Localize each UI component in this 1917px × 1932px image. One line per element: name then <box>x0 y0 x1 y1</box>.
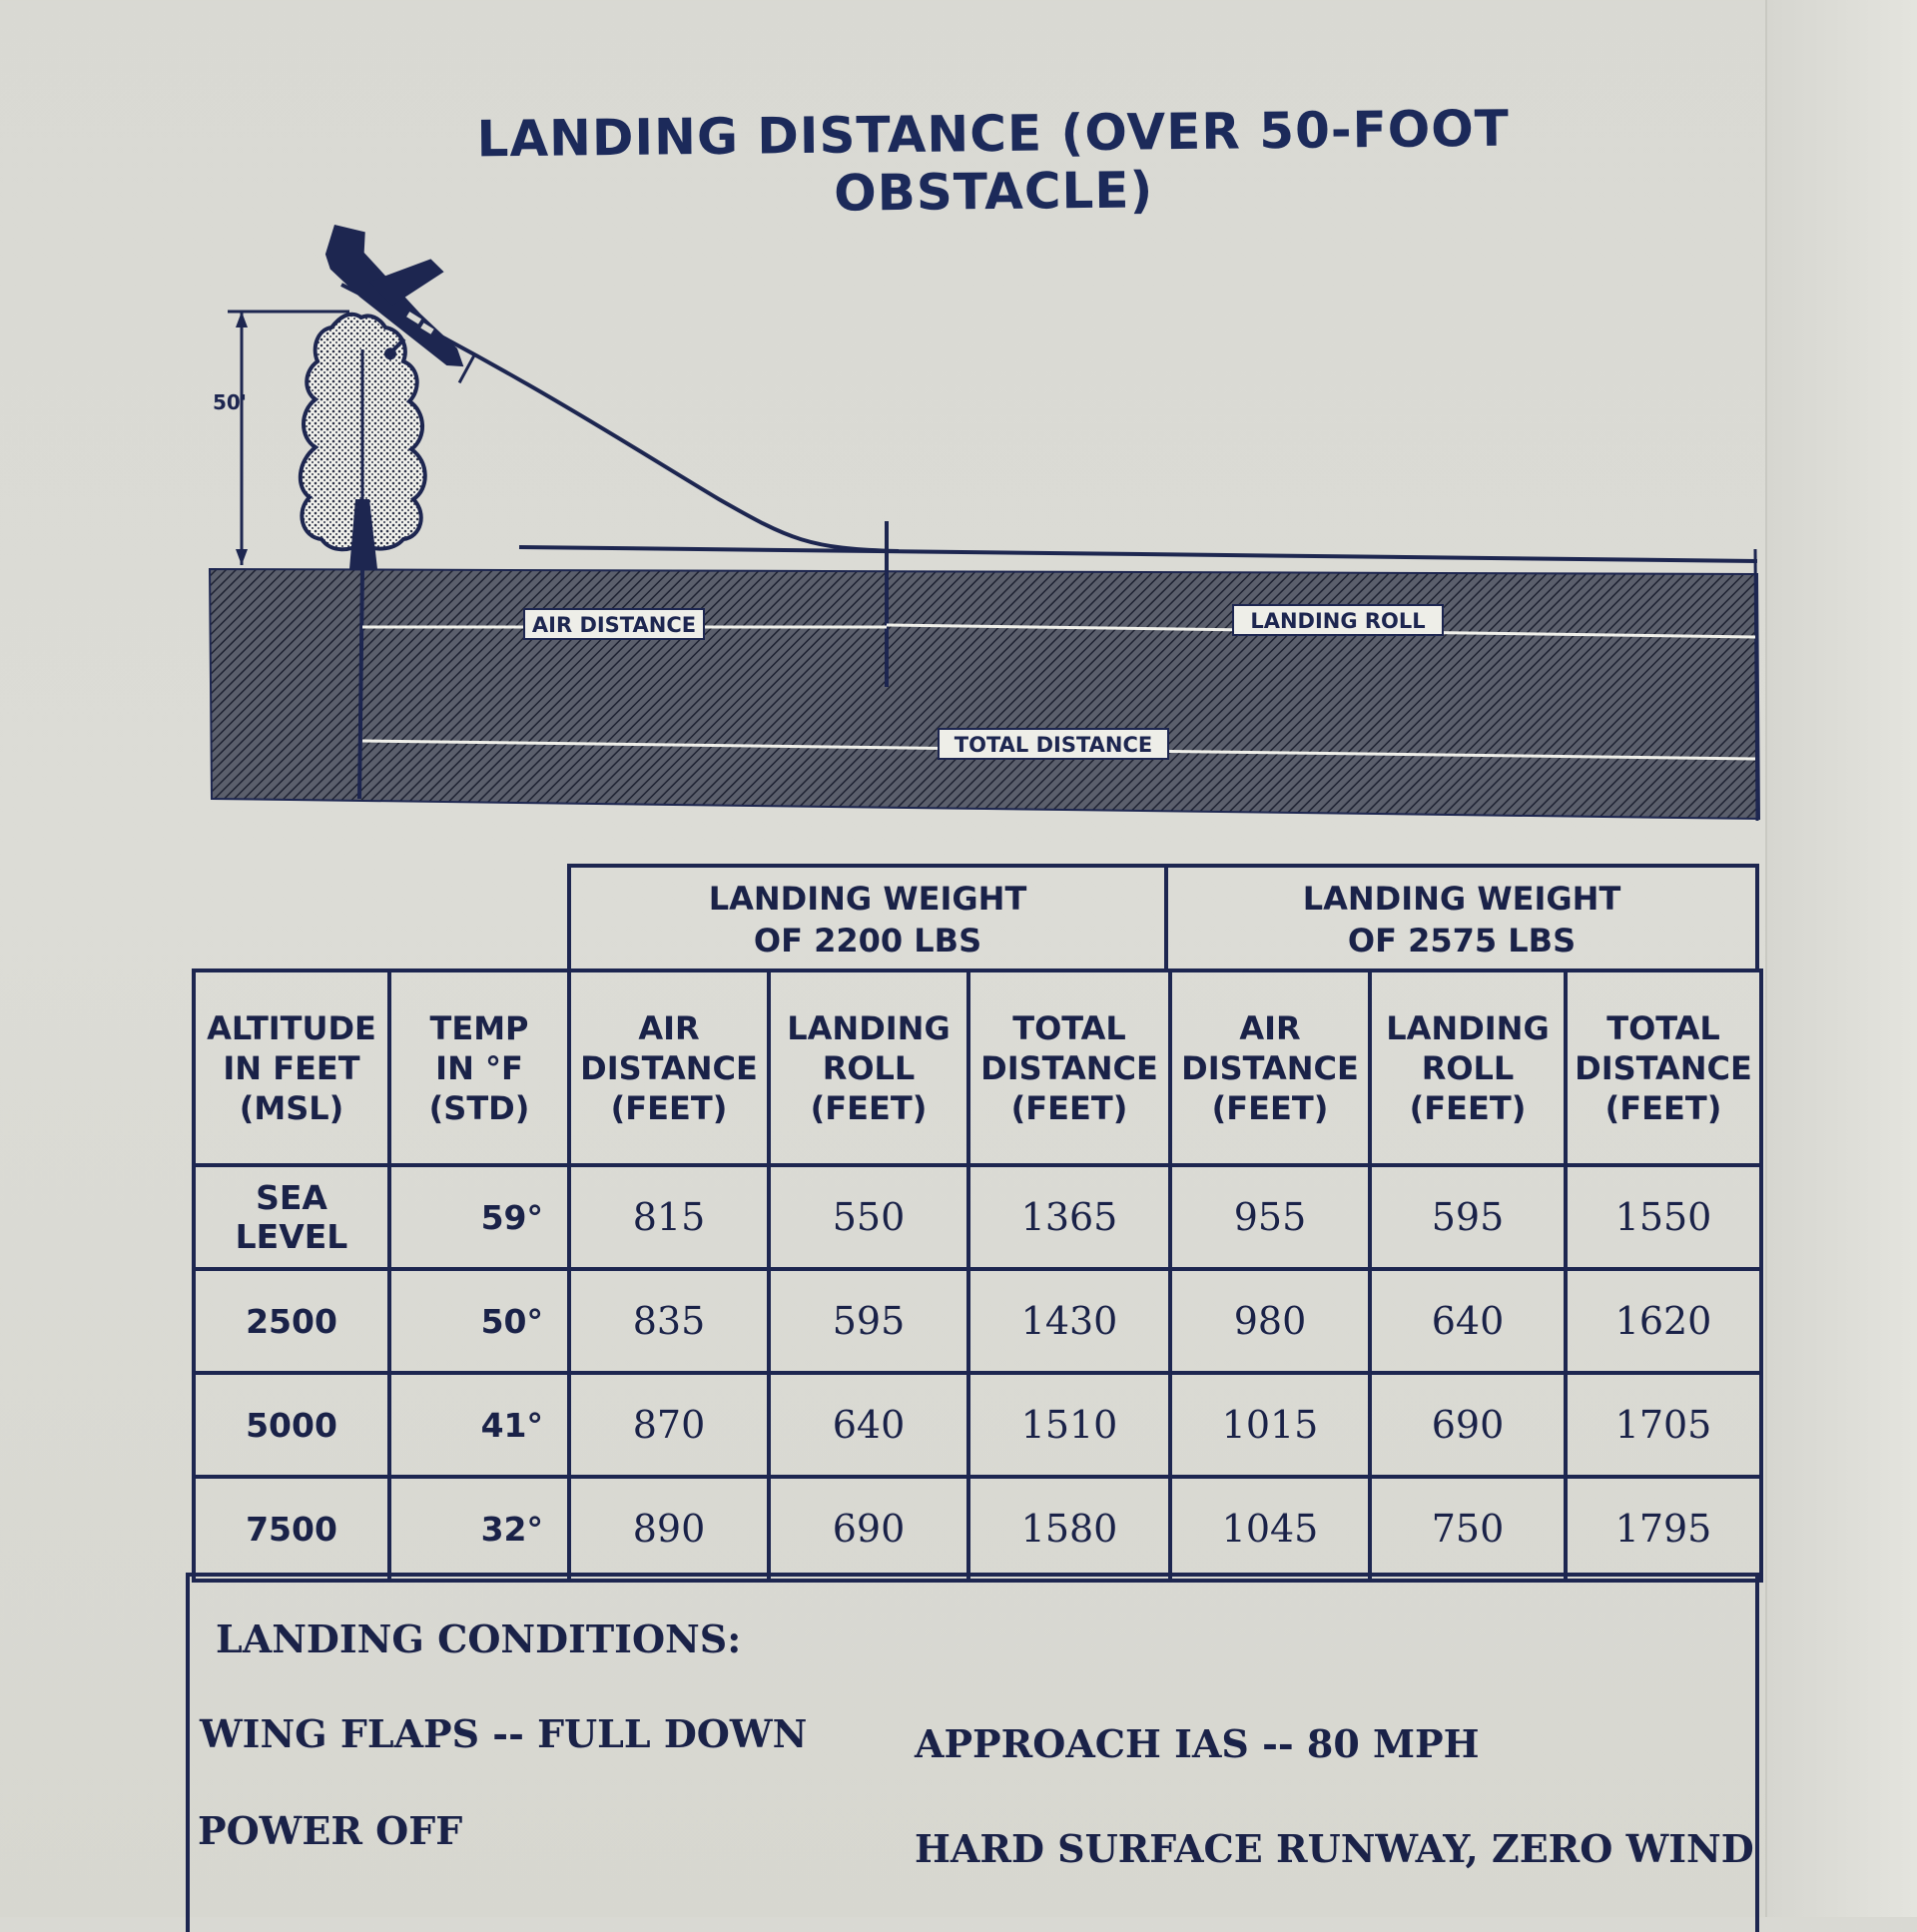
col-landing-roll-2575: LANDING ROLL (FEET) <box>1370 970 1566 1165</box>
landing-conditions <box>186 1573 1759 1932</box>
condition-approach-ias: APPROACH IAS -- 80 MPH <box>915 1721 1480 1766</box>
col-landing-roll-2200: LANDING ROLL (FEET) <box>769 970 968 1165</box>
cell-value: 1365 <box>968 1165 1170 1269</box>
group-header-2575: LANDING WEIGHT OF 2575 LBS <box>1164 864 1759 968</box>
cell-value: 750 <box>1370 1477 1566 1581</box>
cell-value: 890 <box>569 1477 769 1581</box>
cell-temp: 59° <box>389 1165 569 1269</box>
cell-value: 640 <box>769 1373 968 1477</box>
performance-table-section <box>170 864 1777 1917</box>
cell-value: 1015 <box>1170 1373 1370 1477</box>
conditions-heading: LANDING CONDITIONS: <box>216 1616 742 1661</box>
cell-value: 1510 <box>968 1373 1170 1477</box>
cell-value: 835 <box>569 1269 769 1373</box>
page-edge <box>1765 0 1917 1917</box>
cell-value: 1705 <box>1566 1373 1761 1477</box>
runway-surface <box>519 547 1757 561</box>
total-distance-label: TOTAL DISTANCE <box>954 733 1153 757</box>
cell-value: 1620 <box>1566 1269 1761 1373</box>
cell-temp: 50° <box>389 1269 569 1373</box>
cell-value: 1550 <box>1566 1165 1761 1269</box>
cell-value: 640 <box>1370 1269 1566 1373</box>
condition-wing-flaps: WING FLAPS -- FULL DOWN <box>200 1711 808 1756</box>
cell-value: 690 <box>769 1477 968 1581</box>
col-air-distance-2575: AIR DISTANCE (FEET) <box>1170 970 1370 1165</box>
table-row <box>194 1269 1761 1373</box>
table-row <box>194 1373 1761 1477</box>
cell-altitude: 2500 <box>194 1269 389 1373</box>
cell-value: 1795 <box>1566 1477 1761 1581</box>
table-row <box>194 1477 1761 1581</box>
group-header-2200: LANDING WEIGHT OF 2200 LBS <box>567 864 1168 968</box>
cell-value: 690 <box>1370 1373 1566 1477</box>
cell-value: 870 <box>569 1373 769 1477</box>
page-title: LANDING DISTANCE (OVER 50-FOOT OBSTACLE) <box>476 99 1511 223</box>
cell-altitude: 7500 <box>194 1477 389 1581</box>
col-total-distance-2200: TOTAL DISTANCE (FEET) <box>968 970 1170 1165</box>
air-distance-label: AIR DISTANCE <box>531 613 697 637</box>
col-altitude: ALTITUDE IN FEET (MSL) <box>194 970 389 1165</box>
ground <box>210 569 1759 819</box>
landing-diagram <box>200 200 1777 839</box>
cell-temp: 41° <box>389 1373 569 1477</box>
cell-value: 955 <box>1170 1165 1370 1269</box>
table-row <box>194 1165 1761 1269</box>
condition-power: POWER OFF <box>198 1808 463 1853</box>
landing-roll-label: LANDING ROLL <box>1250 609 1426 633</box>
cell-value: 1580 <box>968 1477 1170 1581</box>
cell-altitude: SEA LEVEL <box>194 1165 389 1269</box>
cell-value: 1045 <box>1170 1477 1370 1581</box>
cell-value: 980 <box>1170 1269 1370 1373</box>
col-total-distance-2575: TOTAL DISTANCE (FEET) <box>1566 970 1761 1165</box>
landing-distance-table <box>192 968 1763 1583</box>
cell-altitude: 5000 <box>194 1373 389 1477</box>
cell-value: 550 <box>769 1165 968 1269</box>
tree-obstacle <box>301 315 425 569</box>
col-air-distance-2200: AIR DISTANCE (FEET) <box>569 970 769 1165</box>
condition-runway: HARD SURFACE RUNWAY, ZERO WIND <box>915 1826 1754 1871</box>
obstacle-height-label: 50' <box>213 390 247 414</box>
cell-value: 595 <box>1370 1165 1566 1269</box>
end-marker <box>1755 549 1757 821</box>
col-temp: TEMP IN °F (STD) <box>389 970 569 1165</box>
cell-value: 815 <box>569 1165 769 1269</box>
cell-temp: 32° <box>389 1477 569 1581</box>
cell-value: 595 <box>769 1269 968 1373</box>
cell-value: 1430 <box>968 1269 1170 1373</box>
